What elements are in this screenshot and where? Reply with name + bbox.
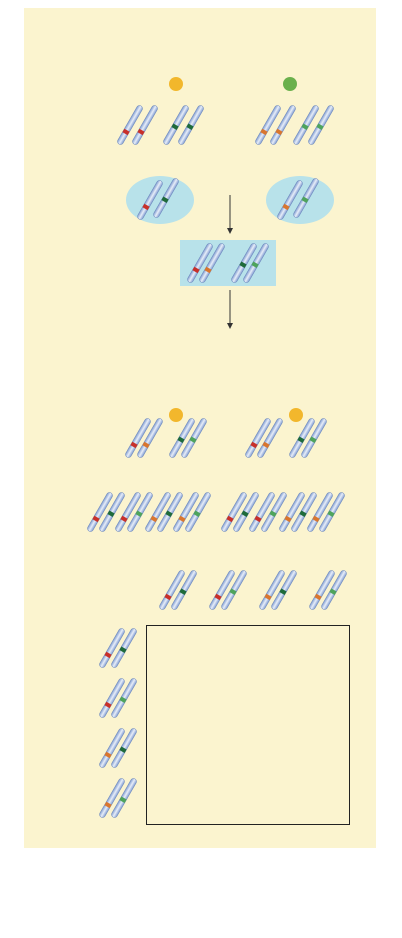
yellow-pea-icon [169,77,183,91]
punnett-square [146,625,350,825]
green-pea-icon [283,77,297,91]
